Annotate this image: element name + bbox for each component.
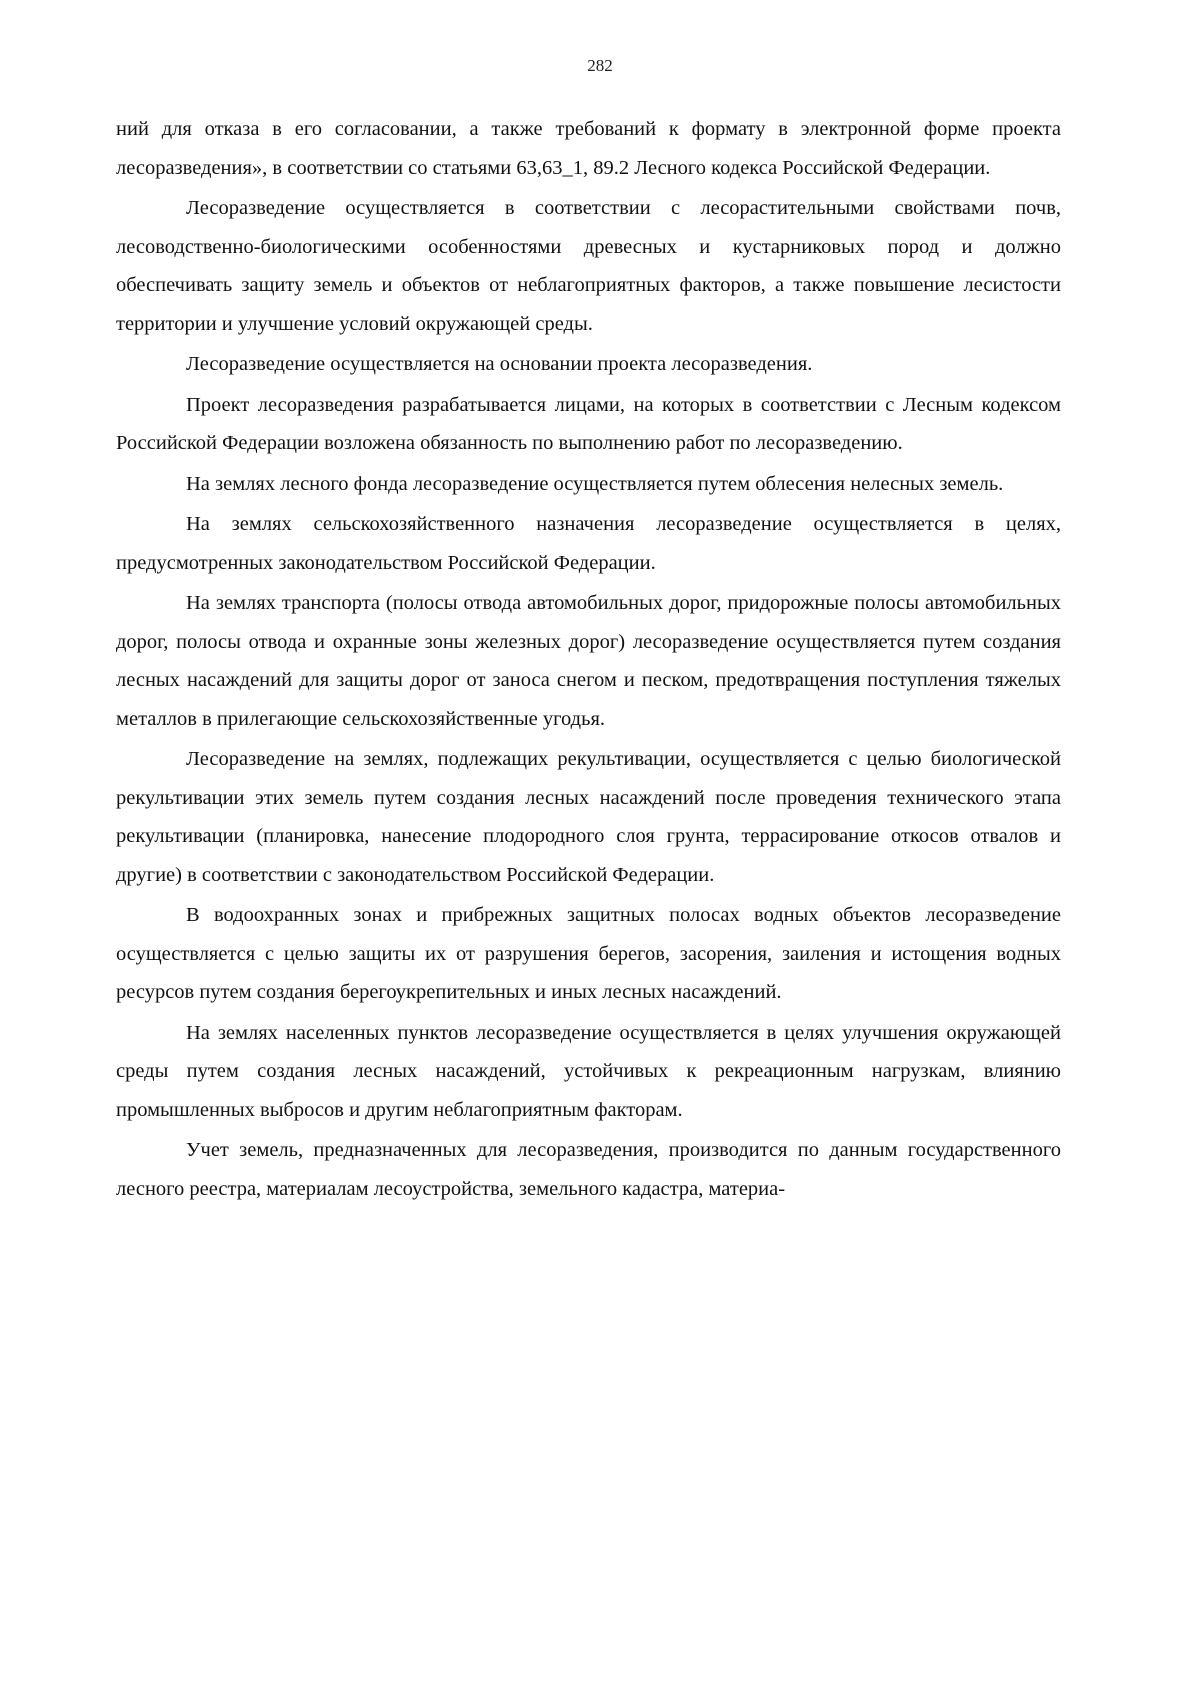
paragraph: Лесоразведение осуществляется на основании проекта лесоразведения. <box>186 353 813 375</box>
body-text <box>116 110 1061 1210</box>
paragraph: На землях транспорта (полосы отвода автомобильных дорог, придорожные полосы автомобильных дорог, полосы отвода и охранные зоны железных дорог) лесоразведение осуществляется путем создания лесных насаждений для защиты дорог от заноса снегом и песком, предотвращения поступления тяжелых металлов в прилегающие сельскохозяйственные угодья. <box>116 592 1061 730</box>
paragraph: ний для отказа в его согласовании, а также требований к формату в электронной форме проекта лесоразведения», в соответствии со статьями 63,63_1, 89.2 Лесного кодекса Российской Федерации. <box>116 118 1061 179</box>
paragraph: На землях сельскохозяйственного назначения лесоразведение осуществляется в целях, предусмотренных законодательством Российской Федерации. <box>116 513 1061 574</box>
paragraph: Лесоразведение на землях, подлежащих рекультивации, осуществляется с целью биологической рекультивации этих земель путем создания лесных насаждений после проведения технического этапа рекультивации (планировка, нанесение плодородного слоя грунта, террасирование откосов отвалов и другие) в соответствии с законодательством Российской Федерации. <box>116 748 1061 886</box>
paragraph: Лесоразведение осуществляется в соответствии с лесорастительными свойствами почв, лесоводственно-биологическими особенностями древесных и кустарниковых пород и должно обеспечивать защиту земель и объектов от неблагоприятных факторов, а также повышение лесистости территории и улучшение условий окружающей среды. <box>116 197 1061 335</box>
paragraph: Учет земель, предназначенных для лесоразведения, производится по данным государственного лесного реестра, материалам лесоустройства, земельного кадастра, материа- <box>116 1139 1061 1200</box>
paragraph: Проект лесоразведения разрабатывается лицами, на которых в соответствии с Лесным кодексом Российской Федерации возложена обязанность по выполнению работ по лесоразведению. <box>116 393 1061 454</box>
page-number: 282 <box>587 56 613 75</box>
paragraph: На землях лесного фонда лесоразведение осуществляется путем облесения нелесных земель. <box>186 472 1004 495</box>
paragraph: В водоохранных зонах и прибрежных защитных полосах водных объектов лесоразведение осуществляется с целью защиты их от разрушения берегов, засорения, заиления и истощения водных ресурсов путем создания берегоукрепительных и иных лесных насаждений. <box>116 904 1061 1003</box>
paragraph: На землях населенных пунктов лесоразведение осуществляется в целях улучшения окружающей среды путем создания лесных насаждений, устойчивых к рекреационным нагрузкам, влиянию промышленных выбросов и другим неблагоприятным факторам. <box>116 1021 1061 1121</box>
